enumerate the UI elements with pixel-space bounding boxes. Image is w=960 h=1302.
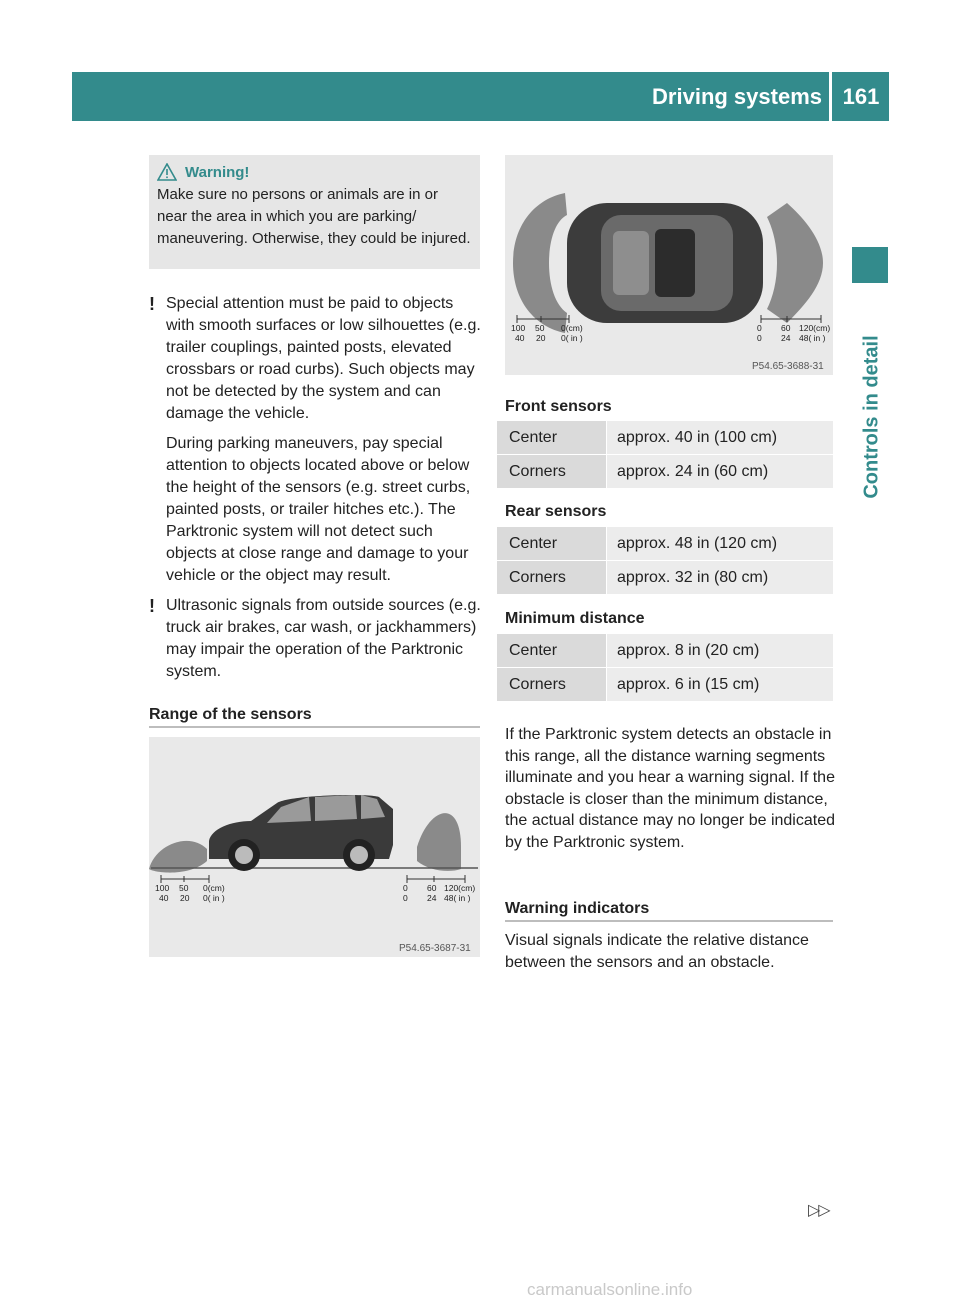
table-row — [497, 455, 833, 488]
minimum-distance-heading: Minimum distance — [505, 610, 645, 627]
footer-watermark: carmanualsonline.info — [527, 1280, 693, 1299]
scale-label: 0(cm) — [203, 883, 225, 893]
front-sensor-range — [767, 203, 823, 323]
table-row — [497, 634, 833, 667]
page-number: 161 — [842, 84, 880, 109]
figure-id: P54.65-3687-31 — [399, 943, 471, 954]
scale-label: 20 — [180, 893, 190, 903]
scale-label: 48( in ) — [444, 893, 471, 903]
row-value: approx. 6 in (15 cm) — [607, 668, 833, 701]
continue-arrows-icon: ▷▷ — [808, 1202, 829, 1219]
note-smooth-surfaces — [149, 293, 482, 587]
top-view-illustration — [505, 155, 833, 375]
heading-rule — [505, 920, 833, 922]
top-view-figure — [505, 155, 833, 375]
warning-indicators-text: Visual signals indicate the relative distance between the sensors and an obstacle. — [505, 932, 809, 971]
rear-sensors-heading: Rear sensors — [505, 503, 607, 520]
scale-label: 100 — [155, 883, 170, 893]
front-sensor-range — [417, 813, 461, 871]
row-label: Center — [497, 634, 606, 667]
scale-label: 40 — [159, 893, 169, 903]
scale-label: 120(cm) — [799, 323, 831, 333]
table-row — [497, 421, 833, 454]
row-label: Center — [497, 421, 606, 454]
side-view-illustration — [149, 737, 480, 957]
scale-label: 0( in ) — [203, 893, 225, 903]
suv-top-icon — [567, 203, 763, 323]
heading-rule — [149, 726, 480, 728]
scale-label: 20 — [536, 333, 546, 343]
obstacle-paragraph: If the Parktronic system detects an obstacle in this range, all the distance warning segments illuminate and you hear a warning signal. If the obstacle is closer than the minimum distance, the actual distance may no longer be indicated by the Parktronic system. — [505, 726, 835, 851]
front-sensors-table — [497, 421, 833, 489]
warning-box — [149, 155, 480, 269]
side-tab-marker — [852, 247, 888, 283]
scale-label: 0(cm) — [561, 323, 583, 333]
scale-label: 120(cm) — [444, 883, 476, 893]
warning-triangle-icon — [157, 163, 177, 181]
suv-side-icon — [209, 795, 393, 871]
minimum-distance-table — [497, 634, 833, 702]
scale-label: 0 — [757, 333, 762, 343]
section-title: Driving systems — [652, 84, 822, 109]
warning-title: Warning! — [185, 163, 250, 181]
front-sensors-heading: Front sensors — [505, 398, 612, 415]
table-row — [497, 561, 833, 594]
scale-label: 50 — [179, 883, 189, 893]
scale-label: 60 — [427, 883, 437, 893]
row-label: Corners — [497, 668, 606, 701]
range-heading: Range of the sensors — [149, 706, 312, 723]
row-label: Corners — [497, 455, 606, 488]
scale-label: 48( in ) — [799, 333, 826, 343]
side-tab — [855, 297, 889, 537]
side-tab-label: Controls in detail — [860, 335, 883, 499]
note-marker: ! — [149, 294, 155, 314]
rear-sensors-table — [497, 527, 833, 595]
row-label: Center — [497, 527, 606, 560]
table-row — [497, 668, 833, 701]
row-value: approx. 24 in (60 cm) — [607, 455, 833, 488]
row-value: approx. 8 in (20 cm) — [607, 634, 833, 667]
figure-id: P54.65-3688-31 — [752, 361, 824, 372]
warning-indicators-heading: Warning indicators — [505, 900, 650, 917]
side-view-figure — [149, 737, 480, 957]
note-paragraph: Ultrasonic signals from outside sources (e.g. truck air brakes, car wash, or jackhammers) may impair the operation of the Parktronic system. — [166, 597, 481, 680]
header-divider — [829, 72, 832, 121]
row-label: Corners — [497, 561, 606, 594]
note-marker: ! — [149, 596, 155, 616]
rear-sensor-range — [513, 193, 567, 333]
scale-label: 0 — [757, 323, 762, 333]
warning-header — [157, 162, 472, 182]
scale-label: 60 — [781, 323, 791, 333]
scale-label: 24 — [427, 893, 437, 903]
scale-label: 0 — [403, 893, 408, 903]
scale-label: 24 — [781, 333, 791, 343]
scale-label: 40 — [515, 333, 525, 343]
scale-label: 0( in ) — [561, 333, 583, 343]
row-value: approx. 40 in (100 cm) — [607, 421, 833, 454]
note-paragraph: During parking maneuvers, pay special attention to objects located above or below the height of the sensors (e.g. street curbs, painted posts, or trailer hitches etc.). The Parktronic system will not detect such objects at close range and damage to your vehicle or the object may result. — [166, 435, 471, 584]
row-value: approx. 48 in (120 cm) — [607, 527, 833, 560]
table-row — [497, 527, 833, 560]
note-paragraph: Special attention must be paid to objects with smooth surfaces or low silhouettes (e.g. trailer couplings, painted posts, elevated crossbars or road curbs). Such objects may not be detected by the system and can damage the vehicle. — [166, 295, 481, 422]
row-value: approx. 32 in (80 cm) — [607, 561, 833, 594]
note-ultrasonic — [149, 595, 482, 683]
scale-label: 100 — [511, 323, 526, 333]
scale-label: 0 — [403, 883, 408, 893]
warning-text: Make sure no persons or animals are in or near the area in which you are parking/ maneuvering. Otherwise, they could be injured. — [157, 186, 471, 247]
scale-label: 50 — [535, 323, 545, 333]
